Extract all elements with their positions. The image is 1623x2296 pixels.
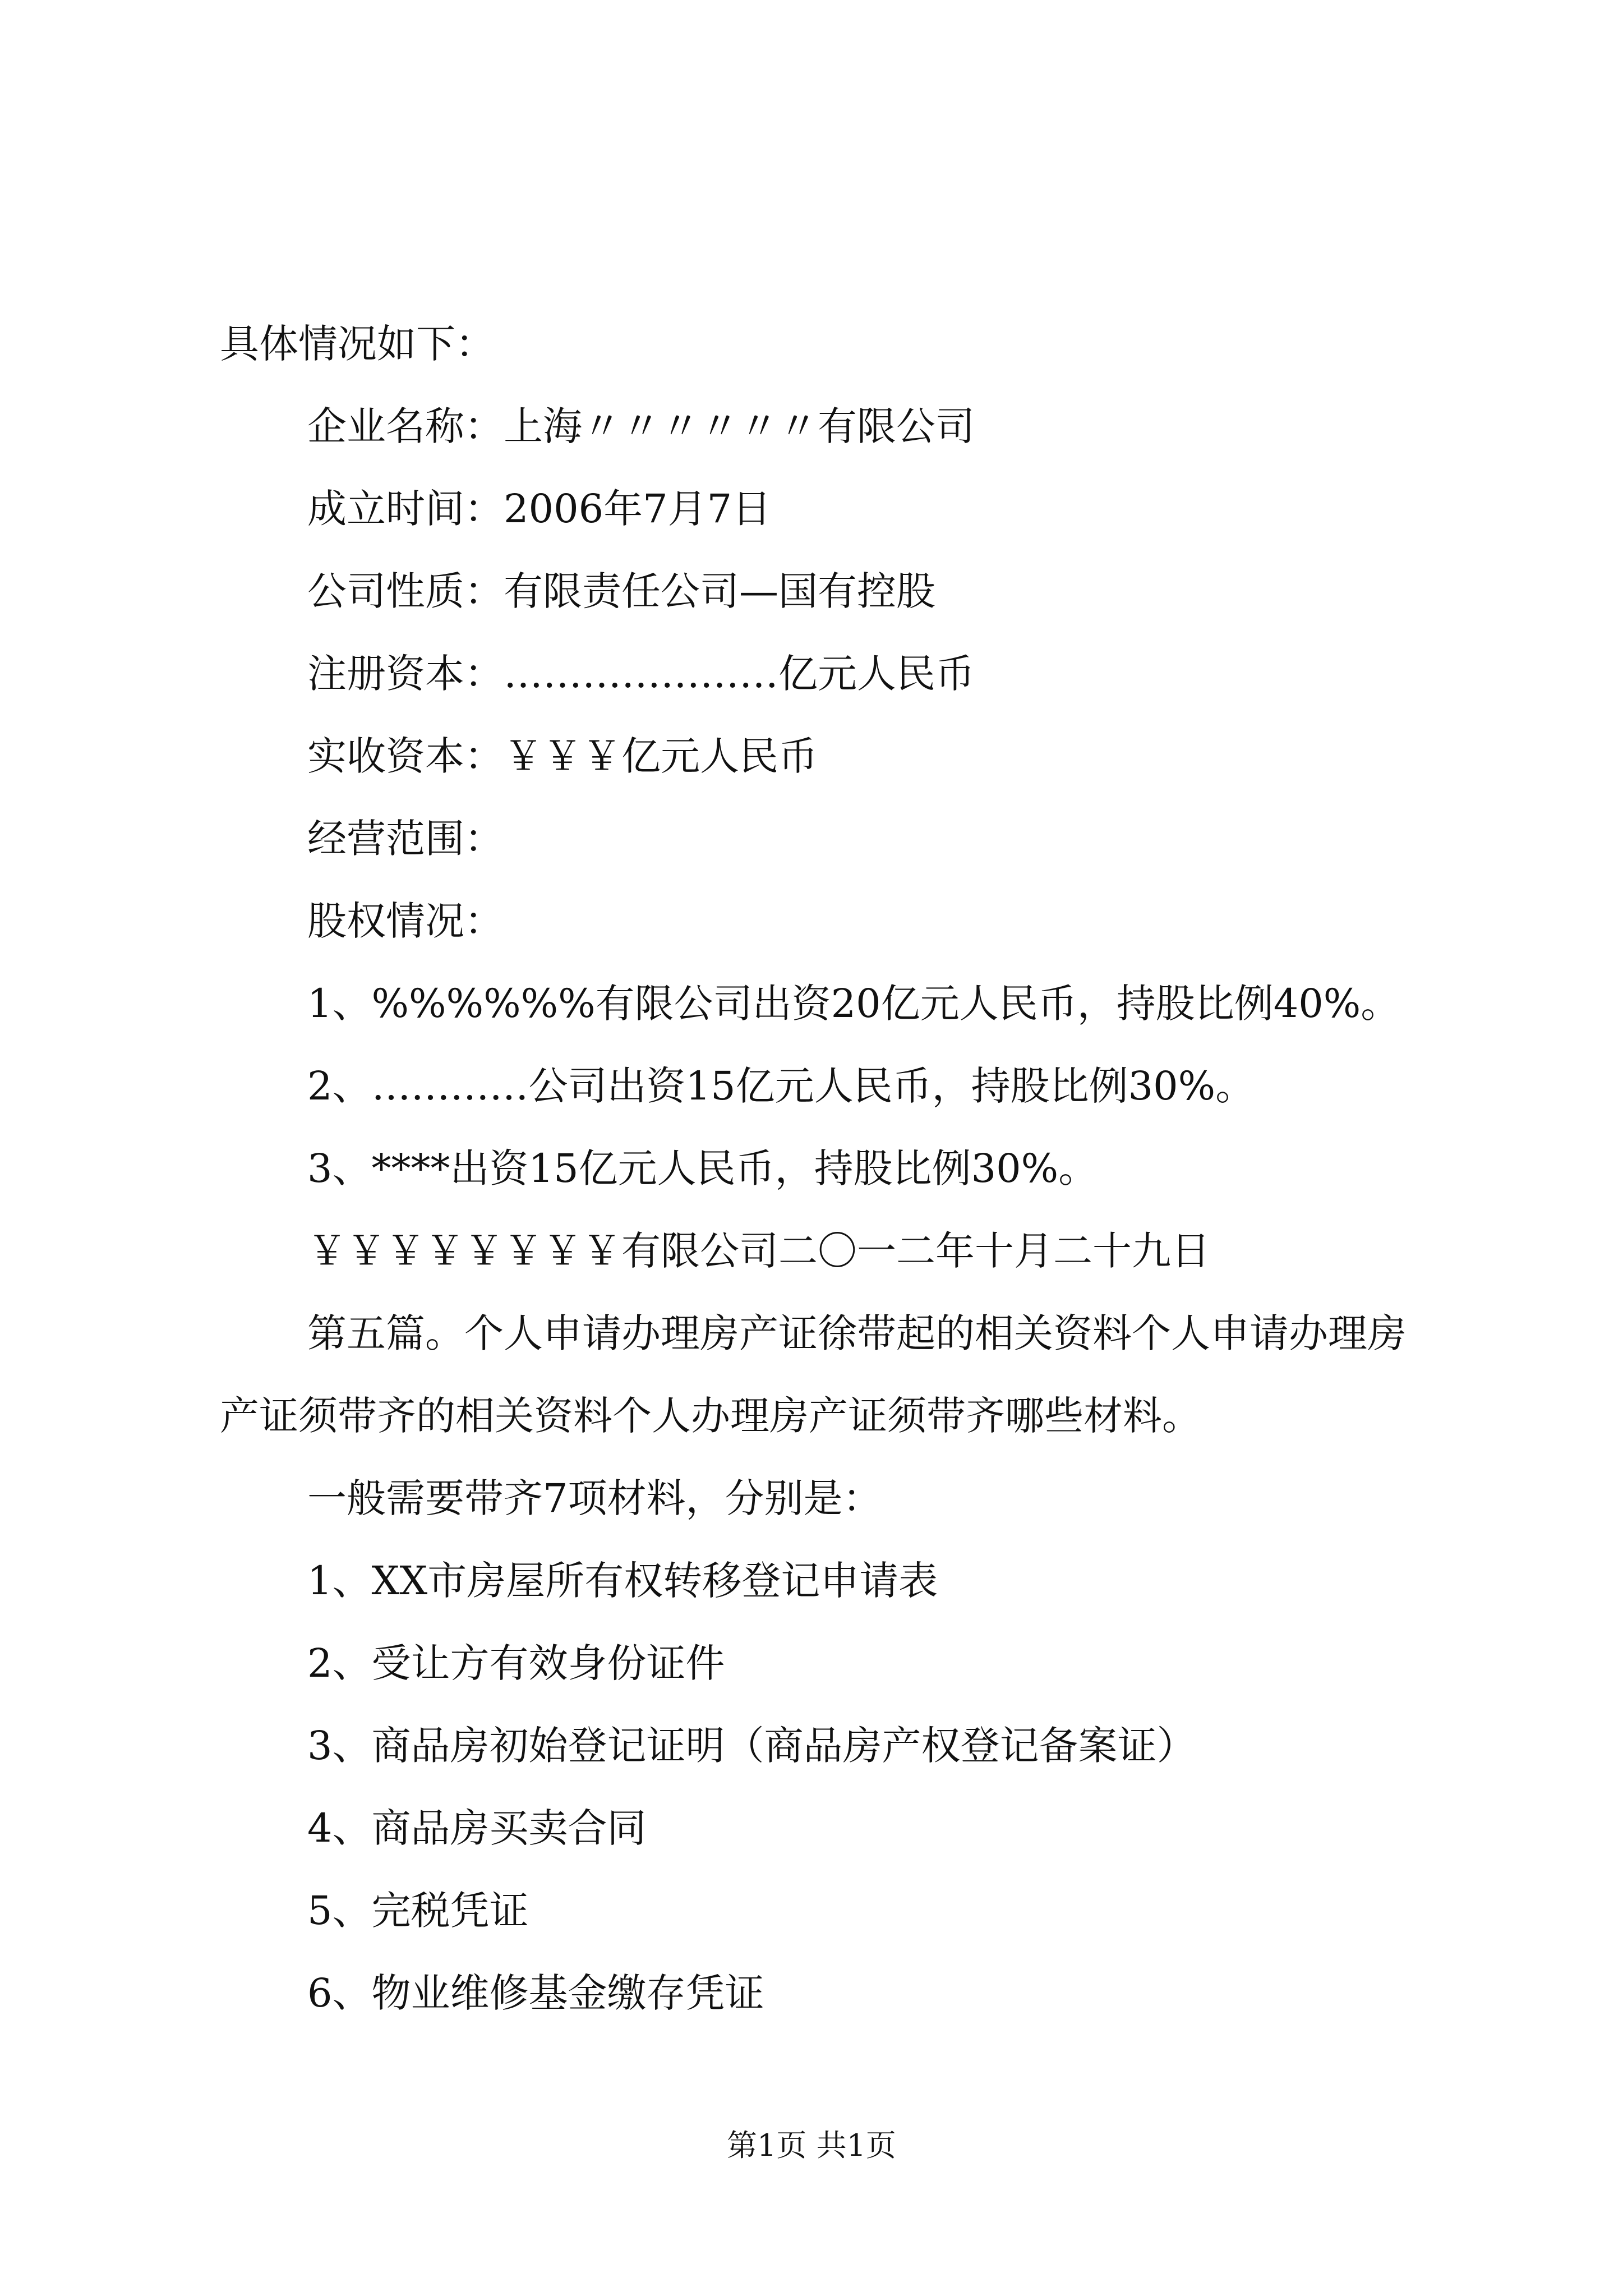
equity-item-2: 2、…………公司出资15亿元人民币，持股比例30%。 [307,1063,1255,1109]
materials-intro-line: 一般需要带齐7项材料，分别是： [307,1475,882,1521]
material-item-6: 6、物业维修基金缴存凭证 [307,1970,764,2016]
equity-item-3: 3、****出资15亿元人民币，持股比例30%。 [307,1145,1098,1191]
material-item-2: 2、受让方有效身份证件 [307,1640,725,1686]
paid-capital-line: 实收资本：￥￥￥亿元人民币 [307,733,818,779]
material-item-5: 5、完税凭证 [307,1888,529,1934]
material-item-4: 4、商品房买卖合同 [307,1805,647,1851]
page-footer: 第1页 共1页 [727,2128,896,2163]
equity-item-1: 1、%%%%%%有限公司出资20亿元人民币，持股比例40%。 [307,981,1400,1027]
signature-date-line: ￥￥￥￥￥￥￥￥有限公司二〇一二年十月二十九日 [307,1228,1210,1274]
business-scope-line: 经营范围： [307,816,504,862]
material-item-3: 3、商品房初始登记证明（商品房产权登记备案证） [307,1723,1196,1769]
registered-capital-line: 注册资本：…………………亿元人民币 [307,651,975,697]
intro-line: 具体情况如下： [220,321,495,367]
section-five-paragraph: 第五篇。个人申请办理房产证徐带起的相关资料个人申请办理房产证须带齐的相关资料个人办理房产证须带齐哪些材料。 [220,1310,1407,1439]
material-item-1: 1、XX市房屋所有权转移登记申请表 [307,1558,938,1604]
company-type-line: 公司性质：有限责任公司—国有控股 [307,568,935,614]
founded-date-line: 成立时间：2006年7月7日 [307,486,772,532]
company-name-line: 企业名称：上海〃〃〃〃〃〃有限公司 [307,403,975,449]
document-body [220,303,1420,2035]
equity-heading-line: 股权情况： [307,898,504,944]
